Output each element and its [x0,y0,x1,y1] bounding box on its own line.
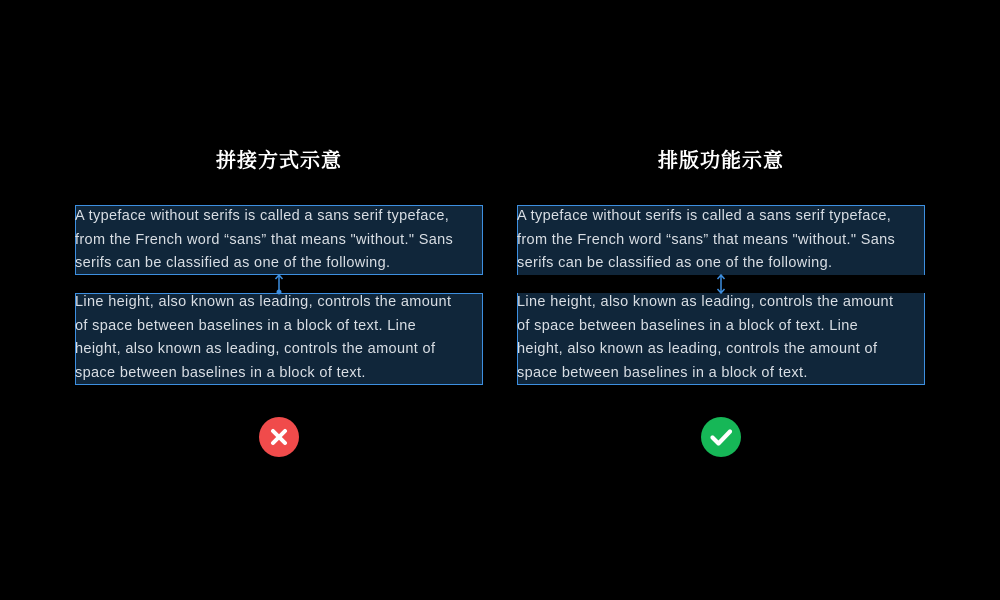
right-paragraph-2-line: space between baselines in a block of text. [517,364,808,381]
right-gap-arrow-icon [714,273,728,295]
x-icon [259,417,299,457]
right-paragraph-2-line: Line height, also known as leading, controls the amount [517,294,894,310]
right-paragraph-1-line: from the French word “sans” that means "without." Sans [517,231,896,248]
left-paragraph-1 [75,205,505,276]
right-paragraph-1 [517,205,947,276]
left-paragraph-2 [75,291,505,385]
right-panel-title: 排版功能示意 [658,148,784,172]
check-icon [701,417,741,457]
left-paragraph-2-line: of space between baselines in a block of text. Line [75,317,417,334]
right-paragraph-2-line: height, also known as leading, controls the amount of [517,341,878,357]
left-gap-arrow-icon [272,273,286,295]
left-panel-title: 拼接方式示意 [216,148,342,172]
left-paragraph-1-line: A typeface without serifs is called a sans serif typeface, [75,208,450,224]
left-paragraph-2-line: height, also known as leading, controls the amount of [75,341,436,357]
incorrect-badge [259,417,299,457]
right-paragraph-2 [517,291,947,385]
right-paragraph-2-line: of space between baselines in a block of text. Line [517,317,859,334]
correct-badge [701,417,741,457]
right-paragraph-1-line: serifs can be classified as one of the following. [517,255,833,271]
right-paragraph-1-line: A typeface without serifs is called a sans serif typeface, [517,208,892,224]
left-paragraph-2-line: Line height, also known as leading, controls the amount [75,294,452,310]
left-paragraph-2-line: space between baselines in a block of text. [75,364,366,381]
left-paragraph-1-line: from the French word “sans” that means "without." Sans [75,231,454,248]
left-paragraph-1-line: serifs can be classified as one of the following. [75,255,391,271]
